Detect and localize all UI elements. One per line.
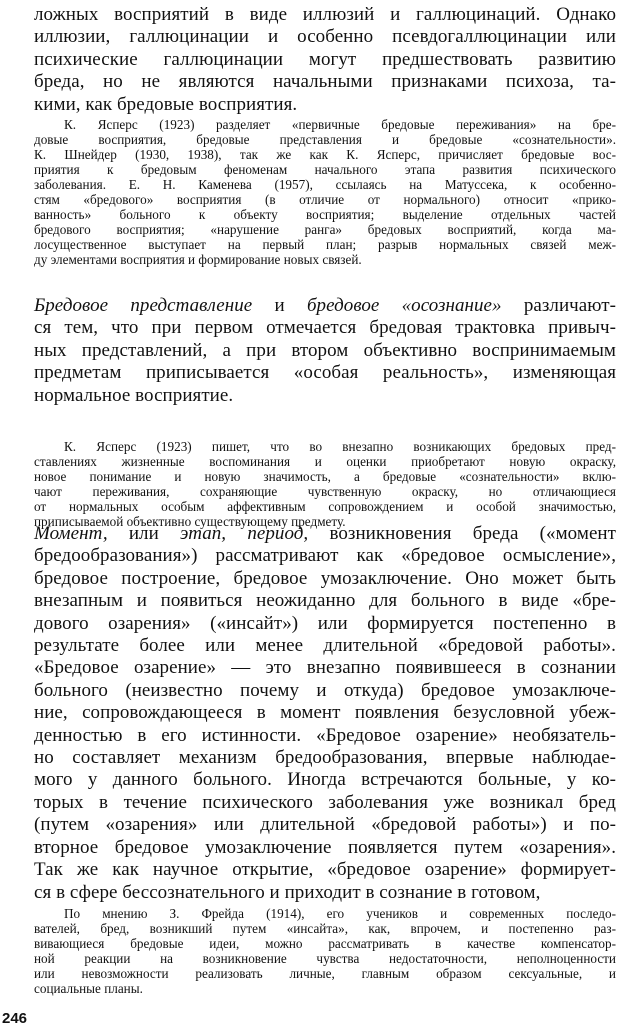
- text-line: вателей, бред, возникший путем «инсайта», как, впрочем, и постепенно раз-: [34, 921, 616, 937]
- text-line: нормальное восприятие.: [34, 384, 234, 406]
- text-line: чают переживания, сохраняющие чувственную окраску, но отличающиеся: [34, 484, 616, 500]
- text-run: различают-: [501, 295, 616, 316]
- paragraph-2: [34, 295, 616, 407]
- text-line: ванность» больного к объекту восприятия; выделение отдельных частей: [34, 207, 616, 223]
- text-line: внезапным и появиться неожиданно для больного в виде «бре-: [34, 590, 616, 612]
- text-line: ложных восприятий в виде иллюзий и галлюцинаций. Однако: [34, 4, 616, 25]
- text-line: По мнению З. Фрейда (1914), его учеников и современных последо-: [64, 906, 616, 921]
- italic-term: Момент,: [34, 523, 108, 544]
- text-line: Так же как научное открытие, «бредовое озарение» формирует-: [34, 859, 616, 881]
- text-line: довые восприятия, бредовые представления и бредовые «сознательности».: [34, 132, 616, 148]
- text-line: К. Ясперс (1923) разделяет «первичные бредовые переживания» на бре-: [64, 117, 616, 132]
- text-line: «Бредовое озарение» — это внезапно появившееся в сознании: [34, 657, 616, 679]
- text-line: социальные планы.: [34, 981, 143, 997]
- text-line: кими, как бредовые восприятия.: [34, 93, 298, 115]
- text-line: иллюзии, галлюцинации и особенно псевдогаллюцинации или: [34, 26, 616, 48]
- text-line: заболевания. Е. Н. Каменева (1957), ссылаясь на Матуссека, к особенно-: [34, 177, 616, 193]
- text-line: лосущественное выступает на первый план; разрыв нормальных связей меж-: [34, 237, 616, 253]
- text-line: ставлениях жизненные воспоминания и оценки приобретают новую окраску,: [34, 454, 616, 470]
- text-line: ние, сопровождающееся в момент появления безусловной убеж-: [34, 702, 616, 724]
- text-line: приятия к бредовым феноменам начального этапа развития психического: [34, 162, 616, 178]
- text-line: бредообразования») рассматривают как «бредовое осмысление»,: [34, 545, 616, 567]
- text-line: вторное бредовое умозаключение появляется путем «озарения».: [34, 836, 616, 858]
- paragraph-3: [34, 523, 616, 904]
- text-line: новое понимание и новую значимость, а бредовые «сознательности» вклю-: [34, 469, 616, 485]
- text-run: и: [252, 295, 307, 316]
- small-print-note-3: [34, 906, 616, 996]
- text-line: бредового восприятия; «нарушение ранга» бредовых восприятий, когда ма-: [34, 222, 616, 238]
- text-line: [34, 295, 616, 317]
- text-line: результате более или менее длительной «бредовой работы».: [34, 635, 616, 657]
- text-line: ду элементами восприятия и формирование новых связей.: [34, 252, 362, 268]
- text-line: бредовое построение, бредовое умозаключение. Оно может быть: [34, 567, 616, 589]
- text-line: (путем «озарения» или длительной «бредовой работы») и по-: [34, 814, 616, 836]
- text-line: приписываемой объективно существующему предмету.: [34, 514, 346, 530]
- text-line: больного (неизвестно почему и откуда) бредовое умозаключе-: [34, 679, 616, 701]
- text-run: возникновения бреда («момент: [308, 523, 616, 544]
- text-line: предметам приписывается «особая реальность», изменяющая: [34, 362, 616, 384]
- text-line: ся в сфере бессознательного и приходит в сознание в готовом,: [34, 881, 541, 903]
- italic-term: этап, период,: [180, 523, 309, 544]
- text-run: или: [107, 523, 181, 544]
- text-line: ных представлений, а при втором объективно воспринимаемым: [34, 339, 616, 361]
- text-line: от нормальных особым аффективным сопровождением и особой значимостью,: [34, 499, 616, 515]
- text-line: но составляет механизм бредообразования, впервые наблюдае-: [34, 747, 616, 769]
- text-line: психические галлюцинации могут предшествовать развитию: [34, 48, 616, 70]
- text-line: стям «бредового» восприятия (в отличие от нормального) относит «прико-: [34, 192, 616, 208]
- text-line: К. Ясперс (1923) пишет, что во внезапно возникающих бредовых пред-: [64, 439, 616, 454]
- italic-term: Бредовое представление: [34, 295, 253, 316]
- italic-term: бредовое «осознание»: [306, 295, 502, 316]
- text-line: [34, 523, 616, 545]
- text-line: торых в течение психического заболевания уже возникал бред: [34, 791, 616, 813]
- paragraph-1: [34, 4, 616, 116]
- small-print-note-1: [34, 117, 616, 267]
- text-line: К. Шнейдер (1930, 1938), так же как К. Ясперс, причисляет бредовые вос-: [34, 147, 616, 163]
- small-print-note-2: [34, 439, 616, 529]
- text-line: мого у данного больного. Иногда встречаются больные, у ко-: [34, 769, 616, 791]
- text-line: дового озарения» («инсайт») или формируется постепенно в: [34, 612, 616, 634]
- text-line: или невозможности реализовать личные, главным образом сексуальные, и: [34, 966, 616, 982]
- text-line: бреда, но не являются начальными признаками психоза, та-: [34, 71, 616, 93]
- text-line: ся тем, что при первом отмечается бредовая трактовка привыч-: [34, 317, 616, 339]
- text-line: ной реакции на возникновение чувства недостаточности, неполноценности: [34, 951, 616, 967]
- text-line: вивающиеся бредовые идеи, можно рассматривать в качестве компенсатор-: [34, 936, 616, 952]
- page-number: 246: [2, 1010, 28, 1027]
- text-line: денностью в его истинности. «Бредовое озарение» необязатель-: [34, 724, 616, 746]
